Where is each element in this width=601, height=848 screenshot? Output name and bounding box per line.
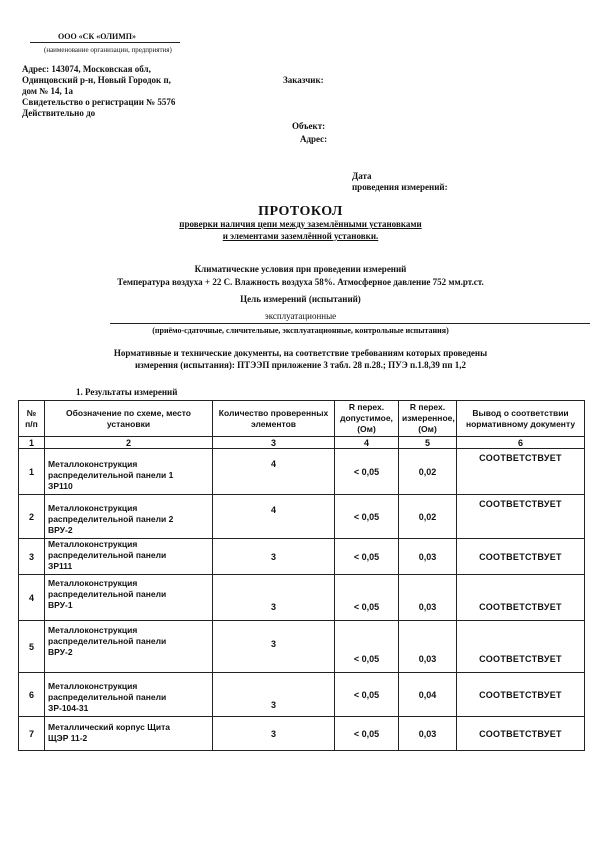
row-quantity: 4 — [213, 449, 335, 495]
results-heading: 1. Результаты измерений — [76, 387, 178, 397]
row-designation-line: Металлоконструкция — [48, 503, 138, 513]
org-valid-until: Действительно до — [22, 108, 96, 118]
row-quantity: 3 — [213, 673, 335, 717]
protocol-subtitle-line1: проверки наличия цепи между заземлёнными установками — [179, 219, 422, 229]
row-conclusion: СООТВЕТСТВУЕТ — [457, 539, 585, 575]
row-conclusion: СООТВЕТСТВУЕТ — [457, 621, 585, 673]
header-conclusion: Вывод о соответствии нормативному документу — [457, 401, 585, 437]
row-number: 6 — [19, 673, 45, 717]
row-r-allowed: < 0,05 — [335, 673, 399, 717]
row-designation — [45, 575, 213, 621]
row-quantity: 3 — [213, 575, 335, 621]
row-designation-line: Металлоконструкция — [48, 625, 138, 635]
table-row — [19, 575, 585, 621]
row-r-measured: 0,02 — [399, 495, 457, 539]
row-r-measured: 0,04 — [399, 673, 457, 717]
row-designation — [45, 449, 213, 495]
row-designation-line: распределительной панели — [48, 692, 167, 702]
org-name-caption: (наименование организации, предприятия) — [44, 46, 172, 54]
row-conclusion: СООТВЕТСТВУЕТ — [457, 673, 585, 717]
object-label: Объект: — [292, 121, 326, 131]
results-table — [18, 400, 585, 751]
row-r-allowed: < 0,05 — [335, 539, 399, 575]
row-conclusion: СООТВЕТСТВУЕТ — [457, 495, 585, 539]
table-row — [19, 717, 585, 751]
table-row — [19, 673, 585, 717]
row-number: 2 — [19, 495, 45, 539]
protocol-title: ПРОТОКОЛ — [258, 204, 343, 219]
row-conclusion: СООТВЕТСТВУЕТ — [457, 449, 585, 495]
row-r-allowed: < 0,05 — [335, 495, 399, 539]
row-designation-line: ЗР111 — [48, 561, 73, 571]
header-r-measured: R перех. измеренное, (Ом) — [399, 401, 457, 437]
normative-line2: измерения (испытания): ПТЭЭП приложение 3 табл. 28 п.28.; ПУЭ п.1.8,39 пп 1,2 — [134, 360, 467, 370]
row-designation-line: ЩЭР 11-2 — [48, 732, 88, 743]
table-row — [19, 539, 585, 575]
climate-heading: Климатические условия при проведении измерений — [194, 264, 407, 274]
column-number: 2 — [45, 437, 213, 449]
purpose-heading: Цель измерений (испытаний) — [240, 294, 361, 304]
org-name-underline — [30, 42, 180, 43]
row-designation — [45, 539, 213, 575]
row-r-allowed: < 0,05 — [335, 449, 399, 495]
table-row — [19, 449, 585, 495]
org-name: ООО «СК «ОЛИМП» — [58, 32, 137, 41]
row-designation-line: распределительной панели 2 — [48, 514, 174, 524]
protocol-subtitle-line2: и элементами заземлённой установки. — [222, 231, 379, 241]
row-r-allowed: < 0,05 — [335, 621, 399, 673]
row-designation-line: Металлоконструкция — [48, 578, 138, 588]
row-conclusion: СООТВЕТСТВУЕТ — [457, 575, 585, 621]
row-designation-line: распределительной панели — [48, 550, 167, 560]
header-quantity: Количество проверенных элементов — [213, 401, 335, 437]
row-r-measured: 0,03 — [399, 575, 457, 621]
row-number: 5 — [19, 621, 45, 673]
row-designation-line: Металлоконструкция — [48, 539, 138, 549]
header-r-allowed: R перех. допустимое, (Ом) — [335, 401, 399, 437]
header-number: № п/п — [19, 401, 45, 437]
row-designation-line: распределительной панели 1 — [48, 470, 174, 480]
row-r-allowed: < 0,05 — [335, 575, 399, 621]
header-designation: Обозначение по схеме, место установки — [45, 401, 213, 437]
column-number: 1 — [19, 437, 45, 449]
row-quantity: 3 — [213, 539, 335, 575]
org-address-line2: Одинцовский р-н, Новый Городок п, — [22, 75, 171, 85]
column-number: 6 — [457, 437, 585, 449]
row-number: 7 — [19, 717, 45, 751]
row-designation-line: Металлоконструкция — [48, 681, 138, 691]
row-conclusion: СООТВЕТСТВУЕТ — [457, 717, 585, 751]
row-designation-line: Металлический корпус Щита — [48, 721, 170, 732]
row-designation — [45, 495, 213, 539]
row-designation-line: ЗР-104-31 — [48, 703, 89, 713]
object-address-label: Адрес: — [300, 134, 328, 144]
row-r-measured: 0,03 — [399, 539, 457, 575]
org-address-line1: Адрес: 143074, Московская обл, — [22, 64, 151, 74]
row-designation — [45, 673, 213, 717]
table-header-row — [19, 401, 585, 437]
normative-line1: Нормативные и технические документы, на соответствие требованиям которых проведены — [113, 348, 488, 358]
row-designation-line: ЗР110 — [48, 481, 73, 491]
purpose-caption: (приёмо-сдаточные, сличительные, эксплуатационные, контрольные испытания) — [152, 326, 449, 335]
row-quantity: 3 — [213, 717, 335, 751]
column-number: 5 — [399, 437, 457, 449]
row-designation-line: распределительной панели — [48, 589, 167, 599]
row-quantity: 4 — [213, 495, 335, 539]
row-r-measured: 0,03 — [399, 621, 457, 673]
row-number: 1 — [19, 449, 45, 495]
row-quantity: 3 — [213, 621, 335, 673]
column-number: 3 — [213, 437, 335, 449]
row-designation-line: ВРУ-2 — [48, 525, 73, 535]
row-number: 3 — [19, 539, 45, 575]
column-number: 4 — [335, 437, 399, 449]
date-label: Дата — [352, 171, 372, 181]
row-designation-line: ВРУ-2 — [48, 647, 73, 657]
purpose-underline — [110, 323, 590, 324]
org-address-line3: дом № 14, 1а — [22, 86, 74, 96]
table-row — [19, 495, 585, 539]
column-number-row — [19, 437, 585, 449]
row-designation — [45, 621, 213, 673]
row-designation — [45, 717, 213, 751]
climate-values: Температура воздуха + 22 С. Влажность воздуха 58%. Атмосферное давление 752 мм.рт.ст. — [117, 277, 484, 287]
date-label-line2: проведения измерений: — [352, 182, 448, 192]
org-certificate: Свидетельство о регистрации № 5576 — [22, 97, 176, 107]
row-designation-line: Металлоконструкция — [48, 459, 138, 469]
row-number: 4 — [19, 575, 45, 621]
purpose-value: эксплуатационные — [264, 311, 337, 321]
row-r-allowed: < 0,05 — [335, 717, 399, 751]
row-r-measured: 0,02 — [399, 449, 457, 495]
table-row — [19, 621, 585, 673]
row-r-measured: 0,03 — [399, 717, 457, 751]
customer-label: Заказчик: — [283, 75, 324, 85]
row-designation-line: распределительной панели — [48, 636, 167, 646]
row-designation-line: ВРУ-1 — [48, 600, 73, 610]
